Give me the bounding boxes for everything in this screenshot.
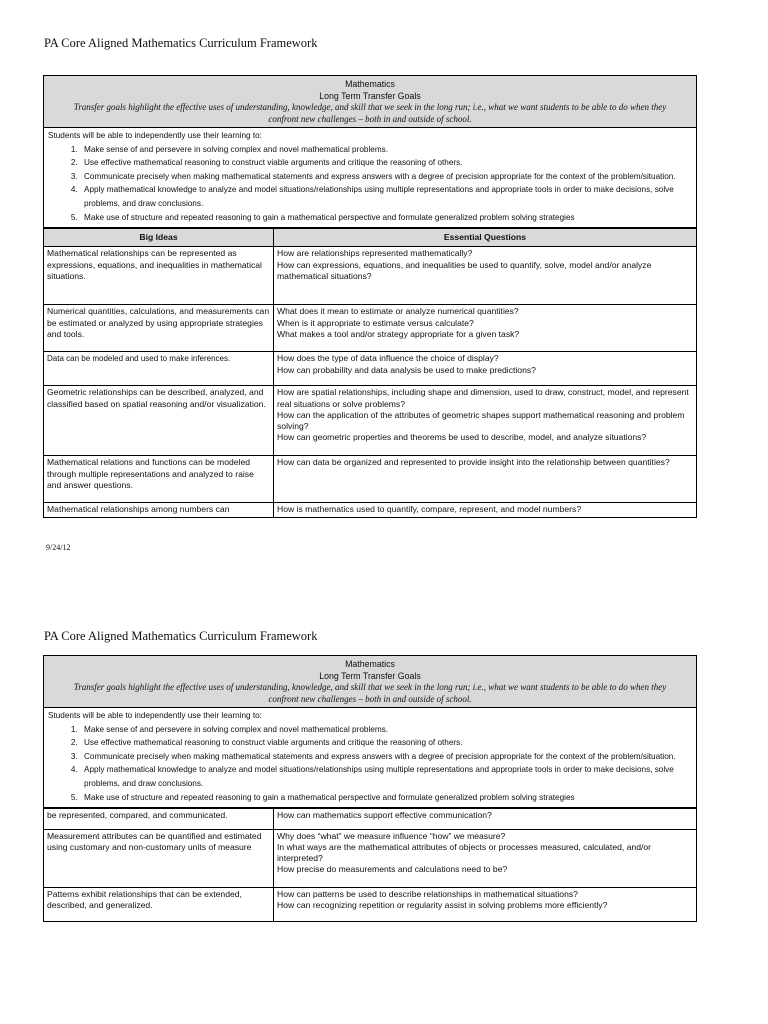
- subtitle-heading: Long Term Transfer Goals: [319, 90, 421, 101]
- framework-frame: [43, 75, 697, 518]
- transfer-goals-list: [44, 128, 696, 227]
- question-text: How can recognizing repetition or regularity assist in solving problems more efficiently?: [277, 899, 608, 910]
- big-idea-cell: Mathematical relationships can be represented as expressions, equations, and inequalities in mathematical situations.: [44, 247, 274, 305]
- questions-cell: [274, 887, 697, 921]
- question-text: How can mathematics support effective communication?: [277, 810, 492, 821]
- goal-item: 3. Communicate precisely when making mathematical statements and express answers with a degree of precision appropriate for the context of the problem/situation.: [80, 750, 692, 764]
- big-idea-cell: Geometric relationships can be described, analyzed, and classified based on spatial reasoning and/or visualization.: [44, 386, 274, 456]
- goals-ordered-list: [48, 723, 692, 805]
- big-idea-cell: Mathematical relations and functions can be modeled through multiple representations and analyzed to raise and answer questions.: [44, 456, 274, 503]
- questions-cell: [274, 829, 697, 887]
- subject-heading: Mathematics: [345, 79, 395, 89]
- table-row: [44, 247, 696, 305]
- table-row: [44, 352, 696, 386]
- goal-item: 5. Make use of structure and repeated reasoning to gain a mathematical perspective and formulate generalized problem solving strategies: [80, 211, 692, 225]
- goal-item: 5. Make use of structure and repeated reasoning to gain a mathematical perspective and formulate generalized problem solving strategies: [80, 791, 692, 805]
- questions-cell: [274, 503, 697, 517]
- question-text: What makes a tool and/or strategy appropriate for a given task?: [277, 328, 520, 339]
- questions-cell: [274, 456, 697, 503]
- goal-item: 2. Use effective mathematical reasoning to construct viable arguments and critique the reasoning of others.: [80, 156, 692, 170]
- big-idea-cell: Patterns exhibit relationships that can be extended, described, and generalized.: [44, 887, 274, 921]
- question-text: How precise do measurements and calculations need to be?: [277, 864, 508, 875]
- goals-intro: Students will be able to independently use their learning to:: [48, 711, 262, 720]
- big-idea-cell: Measurement attributes can be quantified and estimated using customary and non-customary units of measure: [44, 829, 274, 887]
- subject-heading: Mathematics: [345, 659, 395, 669]
- table-row: [44, 456, 696, 503]
- question-text: How are relationships represented mathematically?: [277, 248, 473, 259]
- transfer-goals-description: Transfer goals highlight the effective uses of understanding, knowledge, and skill that we seek in the long run; i.e., what we want students to be able to do when they confront new challenges – both in and outside of school.: [73, 102, 667, 124]
- question-text: How can data be organized and represented to provide insight into the relationship between quantities?: [277, 457, 670, 468]
- big-idea-cell: Data can be modeled and used to make inferences.: [44, 352, 274, 386]
- goal-item: 1. Make sense of and persevere in solving complex and novel mathematical problems.: [80, 143, 692, 157]
- goal-item: 1. Make sense of and persevere in solving complex and novel mathematical problems.: [80, 723, 692, 737]
- subtitle-heading: Long Term Transfer Goals: [319, 670, 421, 681]
- table-row: [44, 887, 696, 921]
- goal-item: 2. Use effective mathematical reasoning to construct viable arguments and critique the reasoning of others.: [80, 736, 692, 750]
- big-idea-cell: Mathematical relationships among numbers can: [44, 503, 274, 517]
- questions-cell: [274, 305, 697, 352]
- question-text: How can expressions, equations, and inequalities be used to quantify, solve, model and/or analyze mathematical situations?: [277, 259, 652, 281]
- transfer-goals-description: Transfer goals highlight the effective uses of understanding, knowledge, and skill that we seek in the long run; i.e., what we want students to be able to do when they confront new challenges – both in and outside of school.: [73, 682, 667, 704]
- questions-cell: [274, 247, 697, 305]
- goals-intro: Students will be able to independently use their learning to:: [48, 131, 262, 140]
- big-ideas-header: Big Ideas: [44, 228, 274, 247]
- table-row: [44, 808, 696, 829]
- table-row: [44, 503, 696, 517]
- question-text: In what ways are the mathematical attributes of objects or processes measured, calculated, and/or interpreted?: [277, 841, 652, 864]
- table-row: [44, 305, 696, 352]
- transfer-goals-list: [44, 708, 696, 807]
- goal-item: 4. Apply mathematical knowledge to analyze and model situations/relationships using multiple representations and appropriate tools in order to make decisions, solve problems, and draw conclusions.: [80, 183, 692, 210]
- goal-item: 3. Communicate precisely when making mathematical statements and express answers with a degree of precision appropriate for the context of the problem/situation.: [80, 170, 692, 184]
- question-text: How can patterns be used to describe relationships in mathematical situations?: [277, 888, 578, 899]
- framework-frame: [43, 655, 697, 922]
- questions-cell: [274, 352, 697, 386]
- question-text: Why does “what” we measure influence “how” we measure?: [277, 830, 506, 841]
- document-page-2: [0, 580, 768, 1024]
- table-row: [44, 829, 696, 887]
- big-ideas-table: [44, 807, 696, 921]
- question-text: How are spatial relationships, including shape and dimension, used to draw, construct, model, and represent real situations or solve problems?: [277, 387, 689, 409]
- big-ideas-table: [44, 227, 696, 516]
- transfer-goals-header: [44, 656, 696, 708]
- big-idea-cell: Numerical quantities, calculations, and measurements can be estimated or analyzed by using appropriate strategies and tools.: [44, 305, 274, 352]
- question-text: How can geometric properties and theorems be used to describe, model, and analyze situations?: [277, 432, 647, 443]
- question-text: How is mathematics used to quantify, compare, represent, and model numbers?: [277, 504, 582, 515]
- question-text: What does it mean to estimate or analyze numerical quantities?: [277, 306, 519, 317]
- goals-ordered-list: [48, 143, 692, 225]
- goal-item: 4. Apply mathematical knowledge to analyze and model situations/relationships using multiple representations and appropriate tools in order to make decisions, solve problems, and draw conclusions.: [80, 763, 692, 790]
- footer-date: 9/24/12: [46, 543, 71, 552]
- question-text: How does the type of data influence the choice of display?: [277, 353, 499, 364]
- transfer-goals-header: [44, 76, 696, 128]
- questions-cell: [274, 808, 697, 829]
- table-header-row: [44, 228, 696, 247]
- question-text: When is it appropriate to estimate versus calculate?: [277, 317, 474, 328]
- essential-questions-header: Essential Questions: [274, 228, 697, 247]
- question-text: How can probability and data analysis be used to make predictions?: [277, 364, 536, 375]
- page-title: PA Core Aligned Mathematics Curriculum Framework: [44, 36, 318, 50]
- page-title: PA Core Aligned Mathematics Curriculum Framework: [44, 629, 318, 643]
- questions-cell: [274, 386, 697, 456]
- question-text: How can the application of the attributes of geometric shapes support mathematical reasoning and problem solving?: [277, 409, 685, 431]
- big-idea-cell: be represented, compared, and communicated.: [44, 808, 274, 829]
- table-row: [44, 386, 696, 456]
